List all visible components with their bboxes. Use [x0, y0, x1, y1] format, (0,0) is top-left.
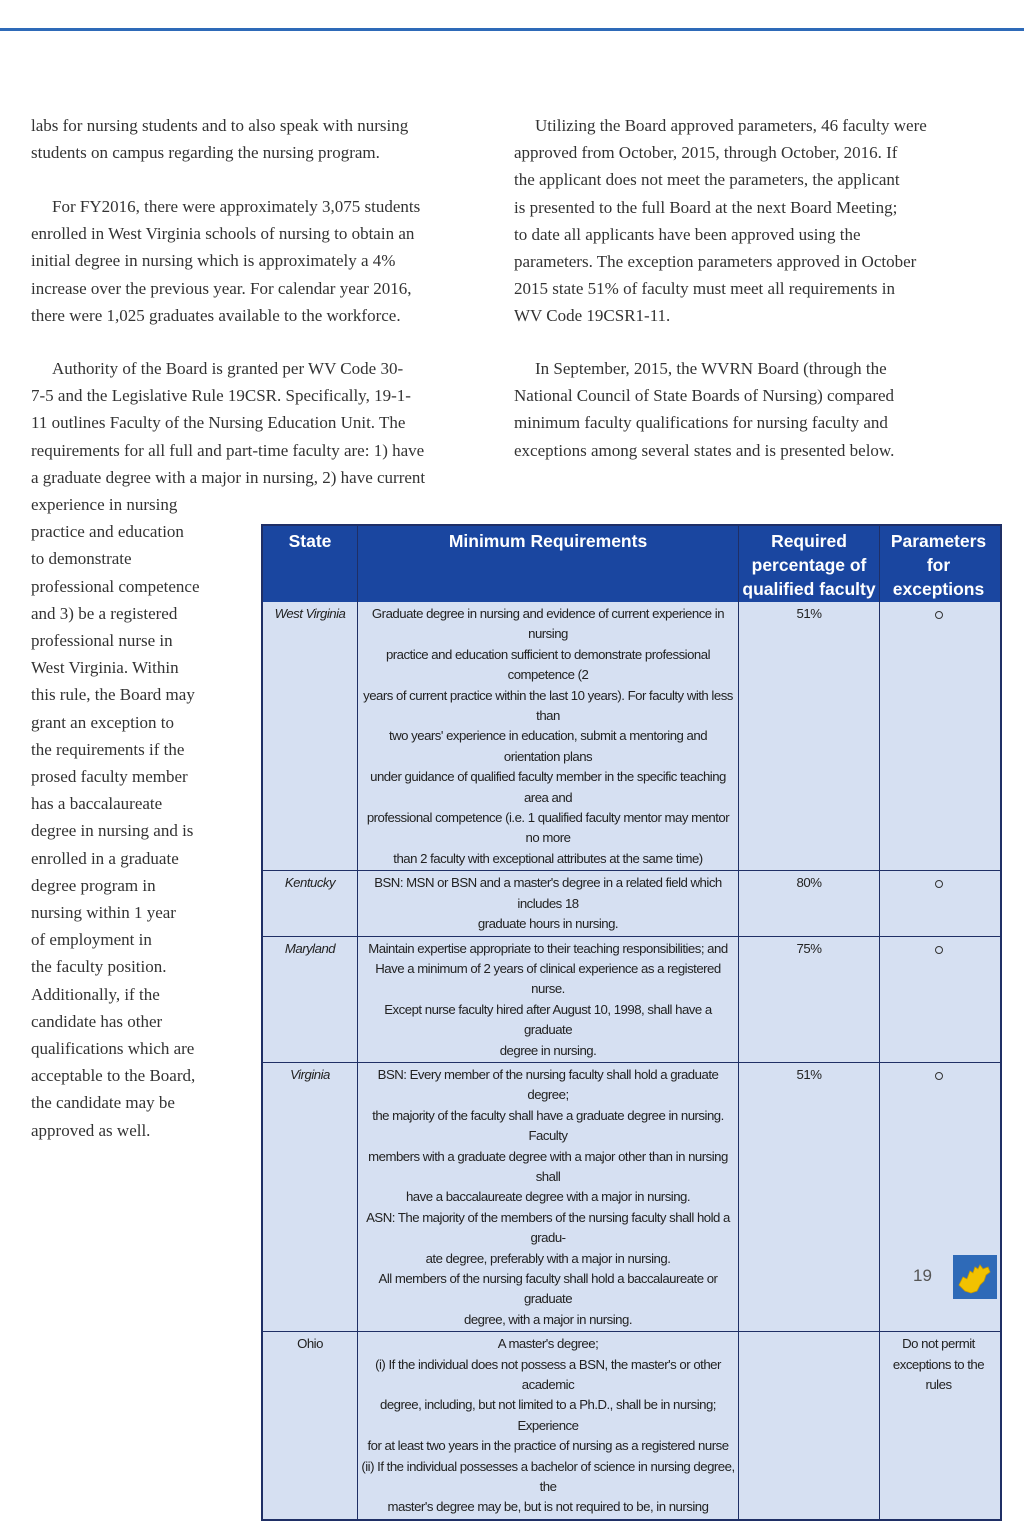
requirement-line: All members of the nursing faculty shall hold a baccalaureate or graduate	[378, 1271, 718, 1307]
state-cell: Maryland	[284, 940, 336, 956]
requirement-line: (i) If the individual does not possess a BSN, the master's or other academic	[375, 1356, 721, 1393]
text-line: is presented to the full Board at the next Board Meeting;	[514, 197, 898, 217]
text-line: enrolled in a graduate	[31, 848, 179, 868]
text-line: qualifications which are	[31, 1039, 195, 1059]
text-line: a graduate degree with a major in nursing, 2) have current	[31, 467, 426, 487]
header-min-requirements: Minimum Requirements	[357, 526, 738, 602]
requirements-cell	[357, 871, 738, 935]
requirement-line: the majority of the faculty shall have a graduate degree in nursing. Faculty	[372, 1107, 724, 1144]
table-row	[263, 1062, 1000, 1331]
requirement-line: degree, including, but not limited to a Ph.D., shall be in nursing; Experience	[380, 1397, 716, 1433]
state-cell: Ohio	[297, 1336, 323, 1352]
header-parameters-for-exceptions	[879, 526, 997, 602]
text-line: 2015 state 51% of faculty must meet all requirements in	[514, 279, 895, 299]
requirement-line: A master's degree;	[497, 1336, 599, 1352]
table-row	[263, 602, 1000, 870]
text-line: 7-5 and the Legislative Rule 19CSR. Specifically, 19-1-	[31, 386, 411, 406]
text-line: the applicant does not meet the parameters, the applicant	[514, 170, 900, 190]
header-state: State	[288, 531, 332, 551]
text-line: prosed faculty member	[31, 767, 188, 787]
text-line: acceptable to the Board,	[31, 1066, 196, 1086]
right-paragraph-2	[514, 355, 994, 464]
text-line: this rule, the Board may	[31, 685, 195, 705]
top-rule	[0, 28, 1024, 31]
text-line: exceptions among several states and is presented below.	[514, 440, 895, 460]
bullet-circle-icon	[935, 1072, 943, 1080]
text-line: nursing within 1 year	[31, 903, 176, 923]
requirement-line: practice and education sufficient to demonstrate professional competence (2	[385, 646, 711, 683]
text-line: approved from October, 2015, through October, 2016. If	[514, 143, 898, 163]
requirement-line: degree in nursing.	[499, 1042, 597, 1058]
header-line: Required	[771, 531, 847, 551]
requirements-cell	[357, 1332, 738, 1519]
requirement-line: have a baccalaureate degree with a major in nursing.	[405, 1189, 691, 1205]
requirement-line: for at least two years in the practice of nursing as a registered nurse	[367, 1438, 729, 1454]
text-line: degree program in	[31, 875, 156, 895]
requirement-line: Have a minimum of 2 years of clinical experience as a registered nurse.	[375, 960, 721, 997]
text-line: parameters. The exception parameters approved in October	[514, 252, 917, 272]
text-line: Authority of the Board is granted per WV Code 30-	[52, 359, 404, 378]
text-line: approved as well.	[31, 1120, 151, 1140]
requirement-line: BSN: MSN or BSN and a master's degree in a related field which includes 18	[374, 875, 722, 911]
west-virginia-map-icon	[953, 1255, 997, 1299]
requirement-line: ate degree, preferably with a major in nursing.	[425, 1250, 671, 1266]
requirement-line: (ii) If the individual possesses a bachelor of science in nursing degree, the	[361, 1458, 735, 1495]
text-line: In September, 2015, the WVRN Board (through the	[535, 359, 887, 378]
text-line: West Virginia. Within	[31, 658, 179, 678]
text-line: initial degree in nursing which is approximately a 4%	[31, 251, 396, 271]
left-paragraph-1	[31, 112, 491, 166]
text-line: the candidate may be	[31, 1093, 175, 1113]
requirements-cell	[357, 602, 738, 870]
page-number: 19	[913, 1266, 932, 1285]
requirement-line: degree, with a major in nursing.	[464, 1311, 632, 1327]
requirement-line: graduate hours in nursing.	[477, 916, 619, 932]
requirement-line: years of current practice within the last 10 years). For faculty with less than	[363, 687, 733, 724]
parameters-cell	[879, 871, 997, 935]
text-line: professional competence	[31, 576, 200, 596]
text-line: For FY2016, there were approximately 3,075 students	[52, 197, 421, 216]
left-paragraph-2	[31, 193, 491, 329]
text-line: the faculty position.	[31, 957, 167, 977]
text-line: Utilizing the Board approved parameters, 46 faculty were	[535, 116, 927, 135]
text-line: experience in nursing	[31, 495, 178, 515]
text-line: degree in nursing and is	[31, 821, 194, 841]
table-row	[263, 870, 1000, 935]
text-line: 11 outlines Faculty of the Nursing Education Unit. The	[31, 413, 406, 433]
parameters-cell	[879, 1332, 997, 1519]
text-line: minimum faculty qualifications for nursing faculty and	[514, 413, 888, 433]
text-line: students on campus regarding the nursing program.	[31, 143, 380, 163]
state-cell: West Virginia	[274, 606, 346, 621]
table-row	[263, 936, 1000, 1062]
percentage-cell	[738, 1332, 879, 1519]
requirement-line: Graduate degree in nursing and evidence of current experience in nursing	[371, 606, 725, 642]
percentage-cell: 51%	[738, 1063, 879, 1331]
text-line: to date all applicants have been approved using the	[514, 224, 861, 244]
requirement-line: under guidance of qualified faculty member in the specific teaching area and	[370, 769, 726, 805]
requirement-line: two years' experience in education, submit a mentoring and orientation plans	[388, 728, 708, 764]
requirement-line: Except nurse faculty hired after August 10, 1998, shall have a graduate	[384, 1001, 712, 1038]
text-line: grant an exception to	[31, 712, 175, 732]
bullet-circle-icon	[935, 880, 943, 888]
text-line: WV Code 19CSR1-11.	[514, 306, 671, 326]
text-line: increase over the previous year. For calendar year 2016,	[31, 278, 412, 298]
requirement-line: master's degree may be, but is not required to be, in nursing	[387, 1499, 709, 1515]
text-line: requirements for all full and part-time faculty are: 1) have	[31, 440, 425, 460]
text-line: to demonstrate	[31, 549, 132, 569]
requirement-line: professional competence (i.e. 1 qualified faculty mentor may mentor no more	[366, 810, 730, 846]
text-line: there were 1,025 graduates available to the workforce.	[31, 305, 401, 325]
header-line: Parameters	[890, 531, 987, 551]
text-line: enrolled in West Virginia schools of nursing to obtain an	[31, 224, 415, 244]
requirement-line: members with a graduate degree with a major other than in nursing shall	[368, 1148, 728, 1184]
requirement-line: BSN: Every member of the nursing faculty shall hold a graduate degree;	[377, 1066, 719, 1103]
text-line: National Council of State Boards of Nursing) compared	[514, 386, 895, 406]
faculty-requirements-table	[261, 524, 1002, 1521]
table-row	[263, 1331, 1000, 1519]
percentage-cell: 75%	[738, 937, 879, 1062]
parameter-line: Do not permit	[902, 1336, 975, 1352]
percentage-cell: 80%	[738, 871, 879, 935]
state-cell: Kentucky	[284, 875, 336, 891]
header-line: qualified faculty	[742, 579, 876, 599]
requirement-line: than 2 faculty with exceptional attributes at the same time)	[393, 850, 703, 866]
text-line: and 3) be a registered	[31, 603, 178, 623]
text-line: labs for nursing students and to also speak with nursing	[31, 116, 409, 135]
parameter-line: exceptions to the	[892, 1356, 985, 1372]
requirements-cell	[357, 1063, 738, 1331]
text-line: professional nurse in	[31, 631, 173, 651]
percentage-cell: 51%	[738, 602, 879, 870]
state-cell: Virginia	[290, 1066, 330, 1082]
parameters-cell	[879, 937, 997, 1062]
header-line: for exceptions	[892, 555, 985, 599]
header-required-percentage	[738, 526, 879, 602]
text-line: of employment in	[31, 930, 152, 950]
requirement-line: ASN: The majority of the members of the nursing faculty shall hold a gradu-	[366, 1209, 730, 1246]
right-paragraph-1	[514, 112, 994, 330]
text-line: the requirements if the	[31, 739, 185, 759]
bullet-circle-icon	[935, 946, 943, 954]
text-line: has a baccalaureate	[31, 794, 163, 814]
text-line: candidate has other	[31, 1011, 163, 1031]
parameters-cell	[879, 602, 997, 870]
requirement-line: Maintain expertise appropriate to their teaching responsibilities; and	[368, 940, 728, 956]
text-line: Additionally, if the	[31, 984, 160, 1004]
parameter-line: rules	[925, 1377, 952, 1393]
bullet-circle-icon	[935, 611, 943, 619]
header-line: percentage of	[751, 555, 867, 575]
text-line: practice and education	[31, 522, 184, 542]
requirements-cell	[357, 937, 738, 1062]
table-header-row	[263, 526, 1000, 602]
